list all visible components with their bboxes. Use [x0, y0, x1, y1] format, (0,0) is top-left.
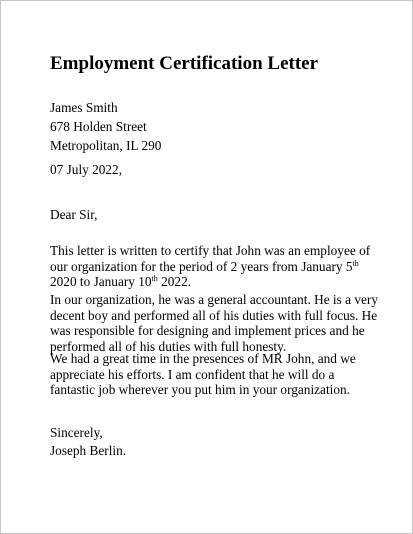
- sender-name: James Smith: [50, 100, 118, 115]
- paragraph-certification-part2: 2020 to January 10: [50, 274, 152, 290]
- paragraph-appreciation: We had a great time in the presences of MR John, and we appreciate his efforts. I am confident that he will do a fantastic job wherever you put him in your organization.: [50, 351, 356, 398]
- paragraph-certification: [50, 243, 380, 290]
- sender-city: Metropolitan, IL 290: [50, 138, 162, 153]
- closing: Sincerely,: [50, 425, 103, 440]
- paragraph-certification-part1: This letter is written to certify that John was an employee of our organization for the period of 2 years from January 5: [50, 243, 371, 274]
- signatory-name: Joseph Berlin.: [50, 443, 127, 458]
- letter-date: 07 July 2022,: [50, 162, 123, 177]
- paragraph-certification-part3: 2022.: [157, 274, 192, 290]
- letter-title: Employment Certification Letter: [50, 53, 319, 74]
- ordinal-suffix: th: [151, 274, 158, 284]
- ordinal-suffix: th: [352, 258, 359, 268]
- paragraph-role: In our organization, he was a general accountant. He is a very decent boy and performed all of his duties with full focus. He was responsible for designing and implement prices and he performed all of his duties with full honesty.: [50, 292, 378, 354]
- sender-street: 678 Holden Street: [50, 119, 147, 134]
- salutation: Dear Sir,: [50, 207, 98, 222]
